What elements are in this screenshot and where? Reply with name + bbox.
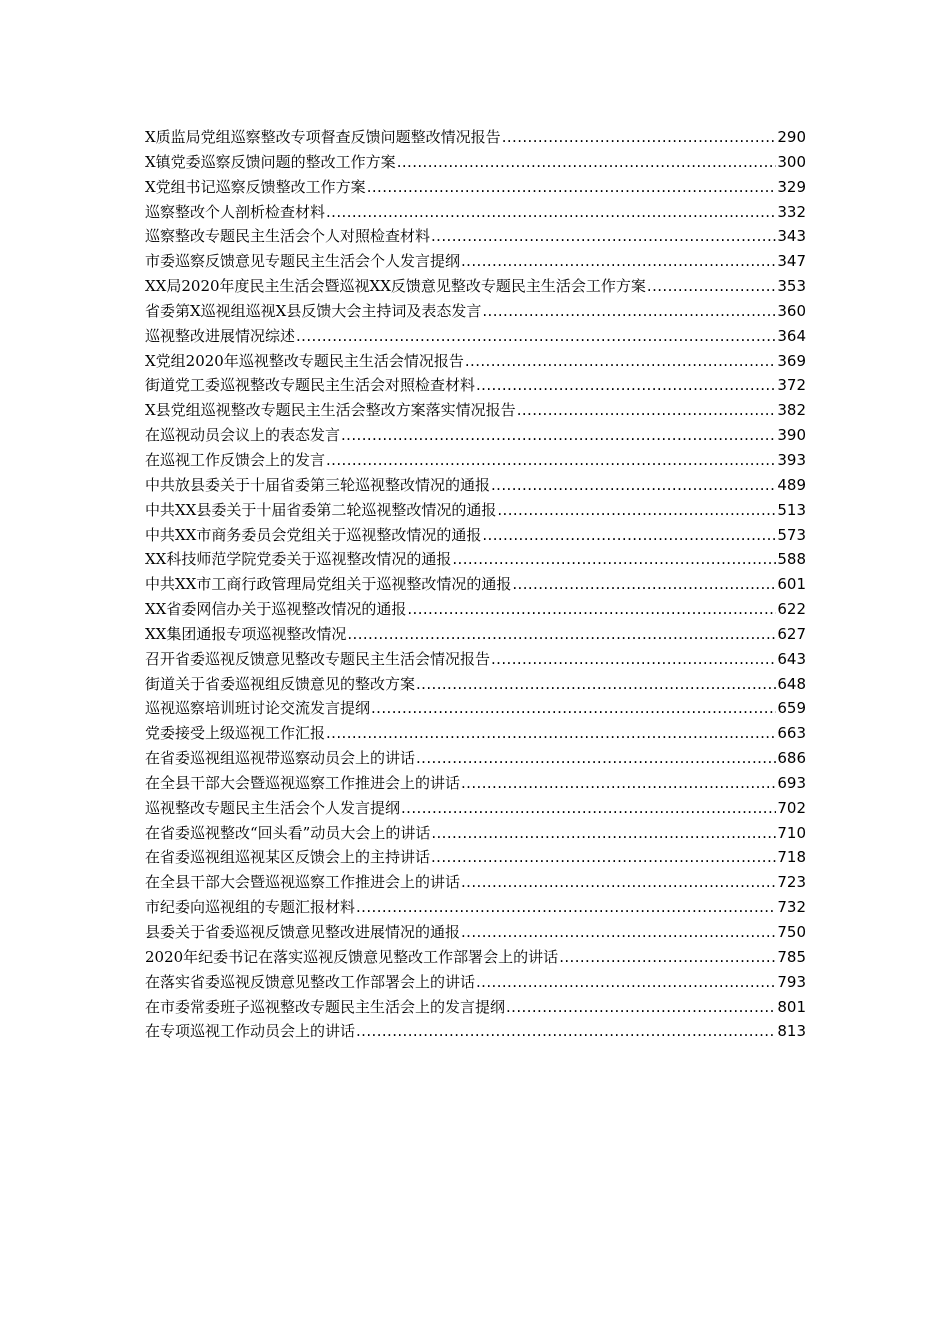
toc-page-number: 750 (777, 923, 806, 941)
toc-page-number: 686 (777, 749, 806, 768)
toc-entry-title: 中共XX市工商行政管理局党组关于巡视整改情况的通报 (145, 575, 512, 594)
toc-entry[interactable] (145, 350, 806, 375)
toc-dot-leader (465, 352, 777, 370)
toc-entry[interactable] (145, 946, 806, 971)
toc-entry[interactable] (145, 250, 806, 275)
toc-page-number: 801 (777, 997, 806, 1016)
toc-page-number: 702 (777, 798, 806, 817)
toc-entry-title: 党委接受上级巡视工作汇报 (145, 724, 326, 743)
toc-entry[interactable] (145, 573, 806, 598)
toc-page-number: 659 (777, 699, 806, 718)
toc-entry[interactable] (145, 673, 806, 698)
toc-entry-title: 巡视巡察培训班讨论交流发言提纲 (145, 699, 371, 718)
toc-dot-leader (476, 376, 776, 394)
toc-dot-leader (326, 203, 776, 221)
toc-entry-title: 在落实省委巡视反馈意见整改工作部署会上的讲话 (145, 972, 476, 991)
toc-page-number: 347 (777, 252, 806, 271)
toc-dot-leader (341, 426, 776, 444)
toc-entry[interactable] (145, 548, 806, 573)
toc-entry[interactable] (145, 225, 806, 250)
toc-page-number: 329 (777, 177, 806, 196)
toc-entry-title: 在专项巡视工作动员会上的讲话 (145, 1022, 356, 1041)
toc-dot-leader (512, 575, 776, 593)
toc-entry-title: X镇党委巡察反馈问题的整改工作方案 (145, 152, 396, 171)
toc-entry-title: 巡察整改专题民主生活会个人对照检查材料 (145, 227, 431, 246)
toc-entry-title: XX集团通报专项巡视整改情况 (145, 624, 347, 643)
toc-dot-leader (506, 998, 776, 1016)
toc-entry-title: 街道关于省委巡视组反馈意见的整改方案 (145, 674, 416, 693)
table-of-contents (145, 126, 806, 1045)
toc-dot-leader (502, 128, 777, 146)
toc-entry[interactable] (145, 797, 806, 822)
toc-page-number: 693 (777, 773, 806, 792)
toc-entry-title: 在巡视动员会议上的表态发言 (145, 426, 341, 445)
toc-page-number: 382 (777, 401, 806, 420)
toc-entry[interactable] (145, 772, 806, 797)
toc-page-number: 290 (777, 128, 806, 146)
toc-entry[interactable] (145, 424, 806, 449)
toc-dot-leader (497, 501, 776, 519)
toc-dot-leader (296, 327, 776, 345)
toc-entry-title: XX科技师范学院党委关于巡视整改情况的通报 (145, 550, 452, 569)
toc-entry[interactable] (145, 896, 806, 921)
toc-dot-leader (397, 153, 777, 171)
toc-entry-title: X党组2020年巡视整改专题民主生活会情况报告 (145, 351, 464, 370)
toc-entry-title: XX省委网信办关于巡视整改情况的通报 (145, 600, 407, 619)
toc-dot-leader (431, 848, 776, 866)
toc-entry-title: 召开省委巡视反馈意见整改专题民主生活会情况报告 (145, 649, 491, 668)
toc-entry-title: 2020年纪委书记在落实巡视反馈意见整改工作部署会上的讲话 (145, 947, 559, 966)
toc-dot-leader (461, 774, 776, 792)
toc-page-number: 364 (777, 326, 806, 345)
toc-entry[interactable] (145, 524, 806, 549)
toc-page-number: 723 (777, 873, 806, 892)
toc-entry-title: 省委第X巡视组巡视X县反馈大会主持词及表态发言 (145, 301, 482, 320)
toc-page-number: 390 (777, 426, 806, 445)
toc-dot-leader (416, 675, 776, 693)
toc-entry-title: 巡视整改专题民主生活会个人发言提纲 (145, 798, 401, 817)
toc-entry-title: 中共放县委关于十届省委第三轮巡视整改情况的通报 (145, 475, 491, 494)
toc-page-number: 513 (777, 500, 806, 519)
toc-entry[interactable] (145, 275, 806, 300)
toc-entry-title: 市纪委向巡视组的专题汇报材料 (145, 898, 356, 917)
toc-page-number: 588 (777, 550, 806, 569)
toc-entry-title: X党组书记巡察反馈整改工作方案 (145, 177, 366, 196)
toc-dot-leader (482, 526, 776, 544)
toc-entry[interactable] (145, 971, 806, 996)
toc-dot-leader (371, 699, 776, 717)
toc-entry[interactable] (145, 697, 806, 722)
toc-dot-leader (491, 476, 776, 494)
toc-entry-title: 在省委巡视组巡视某区反馈会上的主持讲话 (145, 848, 431, 867)
toc-page-number: 300 (777, 152, 806, 171)
toc-dot-leader (407, 600, 776, 618)
toc-dot-leader (452, 550, 776, 568)
toc-entry[interactable] (145, 126, 806, 151)
toc-entry[interactable] (145, 871, 806, 896)
toc-page-number: 489 (777, 475, 806, 494)
toc-page-number: 393 (777, 450, 806, 469)
toc-entry-title: XX局2020年度民主生活会暨巡视XX反馈意见整改专题民主生活会工作方案 (145, 277, 646, 296)
toc-entry[interactable] (145, 921, 806, 946)
toc-entry[interactable] (145, 1020, 806, 1045)
toc-entry-title: 在省委巡视整改“回头看”动员大会上的讲话 (145, 823, 431, 842)
toc-dot-leader (647, 277, 776, 295)
toc-dot-leader (431, 824, 776, 842)
toc-entry-title: 街道党工委巡视整改专题民主生活会对照检查材料 (145, 376, 476, 395)
toc-page-number: 573 (777, 525, 806, 544)
toc-entry[interactable] (145, 151, 806, 176)
toc-dot-leader (347, 625, 776, 643)
toc-entry[interactable] (145, 499, 806, 524)
toc-page-number: 813 (777, 1022, 806, 1041)
toc-entry[interactable] (145, 996, 806, 1021)
toc-entry-title: 中共XX市商务委员会党组关于巡视整改情况的通报 (145, 525, 482, 544)
toc-entry[interactable] (145, 598, 806, 623)
toc-entry-title: X县党组巡视整改专题民主生活会整改方案落实情况报告 (145, 401, 516, 420)
toc-entry-title: 在全县干部大会暨巡视巡察工作推进会上的讲话 (145, 773, 461, 792)
toc-dot-leader (367, 178, 777, 196)
toc-page-number: 732 (777, 898, 806, 917)
toc-page-number: 601 (777, 575, 806, 594)
toc-dot-leader (491, 650, 776, 668)
toc-page-number: 353 (777, 277, 806, 296)
toc-entry[interactable] (145, 374, 806, 399)
toc-entry[interactable] (145, 722, 806, 747)
toc-page-number: 785 (777, 947, 806, 966)
toc-dot-leader (476, 973, 776, 991)
toc-page-number: 718 (777, 848, 806, 867)
toc-entry-title: 县委关于省委巡视反馈意见整改进展情况的通报 (145, 923, 461, 941)
toc-page-number: 622 (777, 600, 806, 619)
toc-entry[interactable] (145, 176, 806, 201)
toc-entry[interactable] (145, 300, 806, 325)
toc-page-number: 643 (777, 649, 806, 668)
toc-entry-title: 中共XX县委关于十届省委第二轮巡视整改情况的通报 (145, 500, 497, 519)
toc-page-number: 360 (777, 301, 806, 320)
toc-entry-title: 在省委巡视组巡视带巡察动员会上的讲话 (145, 749, 416, 768)
toc-dot-leader (461, 873, 776, 891)
toc-dot-leader (559, 948, 776, 966)
toc-page-number: 710 (777, 823, 806, 842)
toc-dot-leader (416, 749, 776, 767)
toc-page-number: 663 (777, 724, 806, 743)
toc-dot-leader (431, 227, 776, 245)
toc-dot-leader (461, 252, 776, 270)
toc-entry[interactable] (145, 399, 806, 424)
toc-entry-title: 在市委常委班子巡视整改专题民主生活会上的发言提纲 (145, 997, 506, 1016)
toc-page-number: 372 (777, 376, 806, 395)
toc-page-number: 648 (777, 674, 806, 693)
toc-page-number: 343 (777, 227, 806, 246)
toc-dot-leader (356, 898, 776, 916)
toc-entry-title: 巡视整改进展情况综述 (145, 326, 296, 345)
toc-dot-leader (482, 302, 776, 320)
toc-entry-title: 在巡视工作反馈会上的发言 (145, 450, 326, 469)
toc-page-number: 369 (777, 351, 806, 370)
toc-page-number: 793 (777, 972, 806, 991)
toc-entry-title: 市委巡察反馈意见专题民主生活会个人发言提纲 (145, 252, 461, 271)
toc-dot-leader (326, 724, 776, 742)
toc-entry-title: X质监局党组巡察整改专项督查反馈问题整改情况报告 (145, 128, 501, 146)
toc-dot-leader (517, 401, 777, 419)
toc-dot-leader (401, 799, 776, 817)
toc-dot-leader (461, 923, 776, 941)
toc-entry[interactable] (145, 822, 806, 847)
toc-entry-title: 在全县干部大会暨巡视巡察工作推进会上的讲话 (145, 873, 461, 892)
toc-entry[interactable] (145, 474, 806, 499)
toc-entry[interactable] (145, 623, 806, 648)
toc-entry[interactable] (145, 325, 806, 350)
toc-entry[interactable] (145, 201, 806, 226)
toc-page-number: 627 (777, 624, 806, 643)
toc-dot-leader (356, 1022, 776, 1040)
toc-dot-leader (326, 451, 776, 469)
toc-entry[interactable] (145, 648, 806, 673)
toc-entry[interactable] (145, 747, 806, 772)
toc-page-number: 332 (777, 202, 806, 221)
toc-entry[interactable] (145, 846, 806, 871)
toc-entry[interactable] (145, 449, 806, 474)
toc-entry-title: 巡察整改个人剖析检查材料 (145, 202, 326, 221)
